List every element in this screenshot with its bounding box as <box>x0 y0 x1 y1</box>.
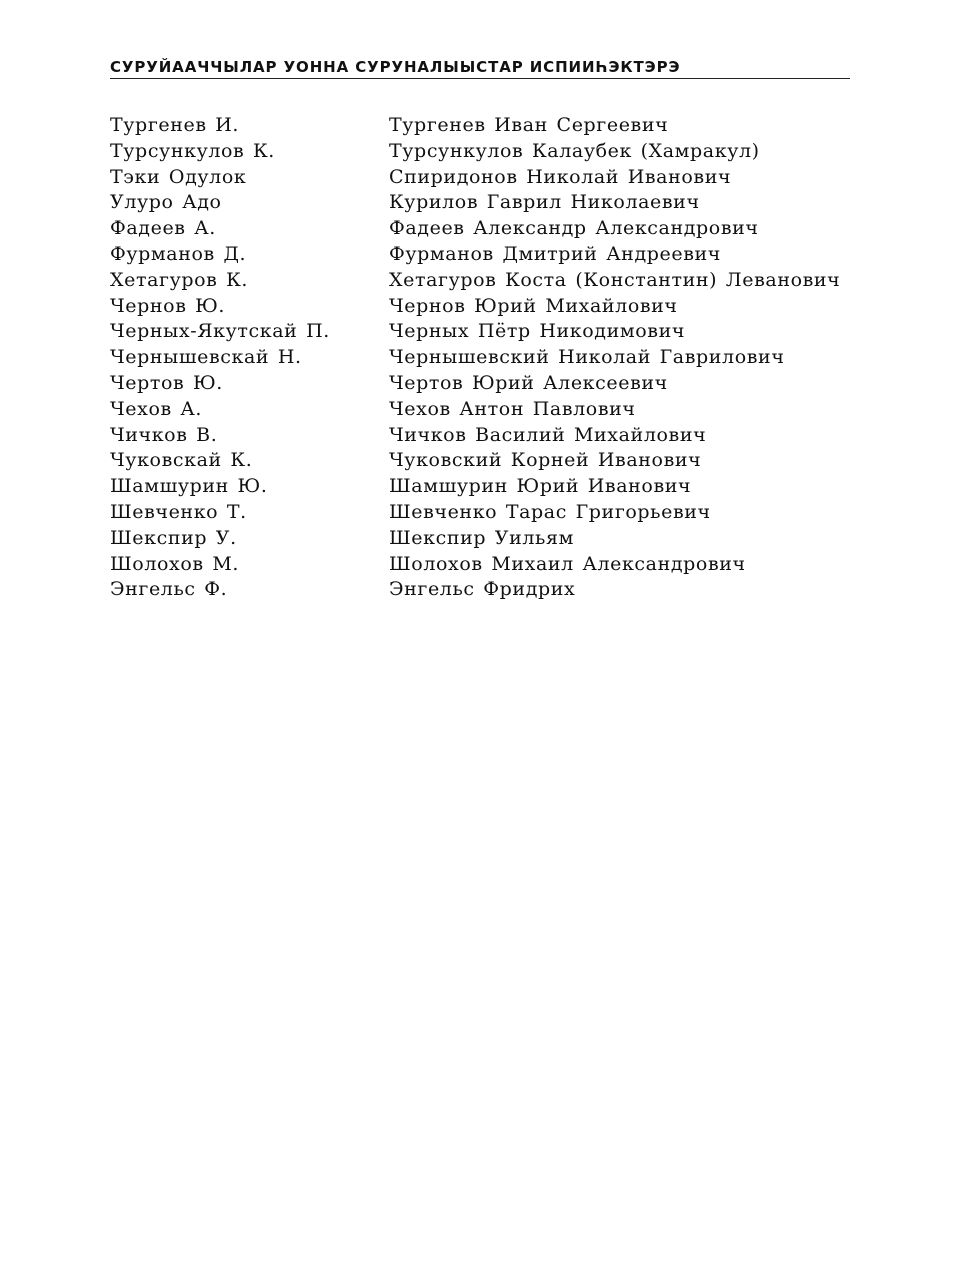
name-row <box>110 474 840 500</box>
short-name: Хетагуров К. <box>110 268 249 291</box>
name-row <box>110 577 840 603</box>
name-row <box>110 319 840 345</box>
full-name: Энгельс Фридрих <box>389 578 576 601</box>
name-row <box>110 216 840 242</box>
full-name: Шевченко Тарас Григорьевич <box>389 500 711 523</box>
short-name: Черных-Якутскай П. <box>110 320 330 343</box>
page-header: СУРУЙААЧЧЫЛАР УОННА СУРУНАЛЫЫСТАР ИСПИИҺЭКТЭРЭ <box>110 58 681 76</box>
short-name: Турсункулов К. <box>110 139 275 162</box>
short-name: Чичков В. <box>110 423 218 446</box>
full-name: Курилов Гаврил Николаевич <box>389 191 700 214</box>
full-name: Чичков Василий Михайлович <box>389 423 707 446</box>
short-name: Чуковскай К. <box>110 449 253 472</box>
name-row <box>110 371 840 397</box>
short-name: Шолохов М. <box>110 552 240 575</box>
short-name: Чернов Ю. <box>110 294 226 317</box>
name-row <box>110 294 840 320</box>
full-name: Хетагуров Коста (Константин) Леванович <box>389 268 841 291</box>
short-name: Шевченко Т. <box>110 500 247 523</box>
short-name: Чехов А. <box>110 397 203 420</box>
name-row <box>110 552 840 578</box>
full-name: Чехов Антон Павлович <box>389 397 636 420</box>
short-name: Чернышевскай Н. <box>110 346 302 369</box>
short-name: Энгельс Ф. <box>110 578 228 601</box>
short-name: Тэки Одулок <box>110 165 247 188</box>
names-list <box>110 113 840 603</box>
name-row <box>110 423 840 449</box>
full-name: Турсункулов Калаубек (Хамракул) <box>389 139 760 162</box>
name-row <box>110 268 840 294</box>
full-name: Шолохов Михаил Александрович <box>389 552 746 575</box>
name-row <box>110 345 840 371</box>
short-name: Тургенев И. <box>110 114 240 136</box>
name-row <box>110 165 840 191</box>
full-name: Шекспир Уильям <box>389 526 574 549</box>
full-name: Чертов Юрий Алексеевич <box>389 371 668 394</box>
short-name: Улуро Адо <box>110 191 222 214</box>
full-name: Чуковский Корней Иванович <box>389 449 702 472</box>
short-name: Шекспир У. <box>110 526 237 549</box>
name-row <box>110 500 840 526</box>
name-row <box>110 190 840 216</box>
full-name: Черных Пётр Никодимович <box>389 320 686 343</box>
short-name: Фадеев А. <box>110 217 216 240</box>
full-name: Фурманов Дмитрий Андреевич <box>389 242 721 265</box>
full-name: Чернов Юрий Михайлович <box>389 294 678 317</box>
name-row <box>110 113 840 139</box>
short-name: Фурманов Д. <box>110 242 247 265</box>
short-name: Чертов Ю. <box>110 371 223 394</box>
full-name: Шамшурин Юрий Иванович <box>389 475 692 498</box>
header-rule <box>110 78 850 79</box>
name-row <box>110 242 840 268</box>
name-row <box>110 139 840 165</box>
full-name: Тургенев Иван Сергеевич <box>389 114 669 136</box>
name-row <box>110 448 840 474</box>
full-name: Чернышевский Николай Гаврилович <box>389 346 785 369</box>
full-name: Фадеев Александр Александрович <box>389 217 759 240</box>
name-row <box>110 526 840 552</box>
full-name: Спиридонов Николай Иванович <box>389 165 732 188</box>
name-row <box>110 397 840 423</box>
short-name: Шамшурин Ю. <box>110 475 268 498</box>
